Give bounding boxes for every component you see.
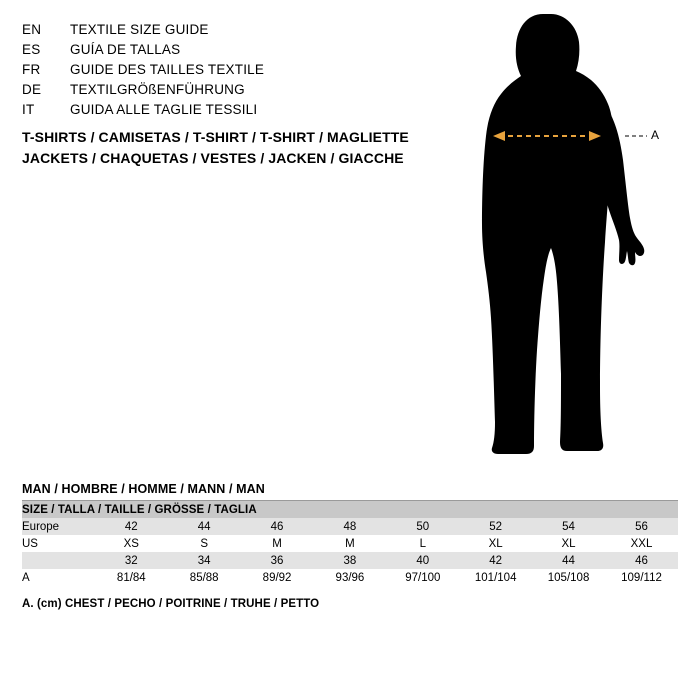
cell-value: 97/100 xyxy=(386,569,459,586)
table-row xyxy=(22,569,678,586)
cell-value: 38 xyxy=(314,552,387,569)
table-row xyxy=(22,518,678,535)
chest-measure-line-icon xyxy=(455,10,690,470)
cell-value: 32 xyxy=(95,552,168,569)
language-code: IT xyxy=(22,102,35,117)
cell-value: 42 xyxy=(459,552,532,569)
chest-measure-label: A xyxy=(651,128,660,142)
language-title: GUIDE DES TAILLES TEXTILE xyxy=(70,62,265,77)
language-row xyxy=(22,42,452,62)
cell-value: 42 xyxy=(95,518,168,535)
cell-value: 50 xyxy=(386,518,459,535)
cell-value: 105/108 xyxy=(532,569,605,586)
cell-value: L xyxy=(386,535,459,552)
product-category-block xyxy=(22,127,472,169)
language-row xyxy=(22,22,452,42)
cell-value: 89/92 xyxy=(241,569,314,586)
male-silhouette-figure xyxy=(455,10,690,465)
language-title: GUIDA ALLE TAGLIE TESSILI xyxy=(70,102,258,117)
cell-value: S xyxy=(168,535,241,552)
product-category-line: JACKETS / CHAQUETAS / VESTES / JACKEN / GIACCHE xyxy=(22,150,404,166)
language-row xyxy=(22,102,452,122)
cell-value: 54 xyxy=(532,518,605,535)
language-code: ES xyxy=(22,42,41,57)
size-table xyxy=(22,501,678,586)
cell-value: 34 xyxy=(168,552,241,569)
language-header-block xyxy=(22,22,452,122)
cell-value: 44 xyxy=(532,552,605,569)
cell-value: 44 xyxy=(168,518,241,535)
language-code: DE xyxy=(22,82,42,97)
cell-value: 93/96 xyxy=(314,569,387,586)
language-title: TEXTILE SIZE GUIDE xyxy=(70,22,209,37)
cell-value: 101/104 xyxy=(459,569,532,586)
row-label: US xyxy=(22,535,95,552)
table-header-row xyxy=(22,501,678,518)
cell-value: 40 xyxy=(386,552,459,569)
language-row xyxy=(22,82,452,102)
cell-value: M xyxy=(314,535,387,552)
table-footnote: A. (cm) CHEST / PECHO / POITRINE / TRUHE / PETTO xyxy=(22,598,320,610)
cell-value: 109/112 xyxy=(605,569,678,586)
language-code: FR xyxy=(22,62,41,77)
cell-value: 36 xyxy=(241,552,314,569)
cell-value: 52 xyxy=(459,518,532,535)
size-table-block xyxy=(22,482,678,610)
cell-value: XXL xyxy=(605,535,678,552)
cell-value: 48 xyxy=(314,518,387,535)
cell-value: XS xyxy=(95,535,168,552)
table-row xyxy=(22,552,678,569)
cell-value: M xyxy=(241,535,314,552)
language-code: EN xyxy=(22,22,42,37)
product-category-line: T-SHIRTS / CAMISETAS / T-SHIRT / T-SHIRT / MAGLIETTE xyxy=(22,129,409,145)
cell-value: 81/84 xyxy=(95,569,168,586)
row-label: Europe xyxy=(22,518,95,535)
cell-value: 46 xyxy=(241,518,314,535)
language-title: TEXTILGRÖßENFÜHRUNG xyxy=(70,82,245,97)
cell-value: XL xyxy=(459,535,532,552)
language-row xyxy=(22,62,452,82)
gender-group-title: MAN / HOMBRE / HOMME / MANN / MAN xyxy=(22,482,678,501)
cell-value: 85/88 xyxy=(168,569,241,586)
table-header-label: SIZE / TALLA / TAILLE / GRÖSSE / TAGLIA xyxy=(22,501,678,518)
cell-value: 46 xyxy=(605,552,678,569)
language-title: GUÍA DE TALLAS xyxy=(70,42,181,57)
cell-value: 56 xyxy=(605,518,678,535)
cell-value: XL xyxy=(532,535,605,552)
row-label xyxy=(22,552,95,569)
row-label: A xyxy=(22,569,95,586)
table-row xyxy=(22,535,678,552)
